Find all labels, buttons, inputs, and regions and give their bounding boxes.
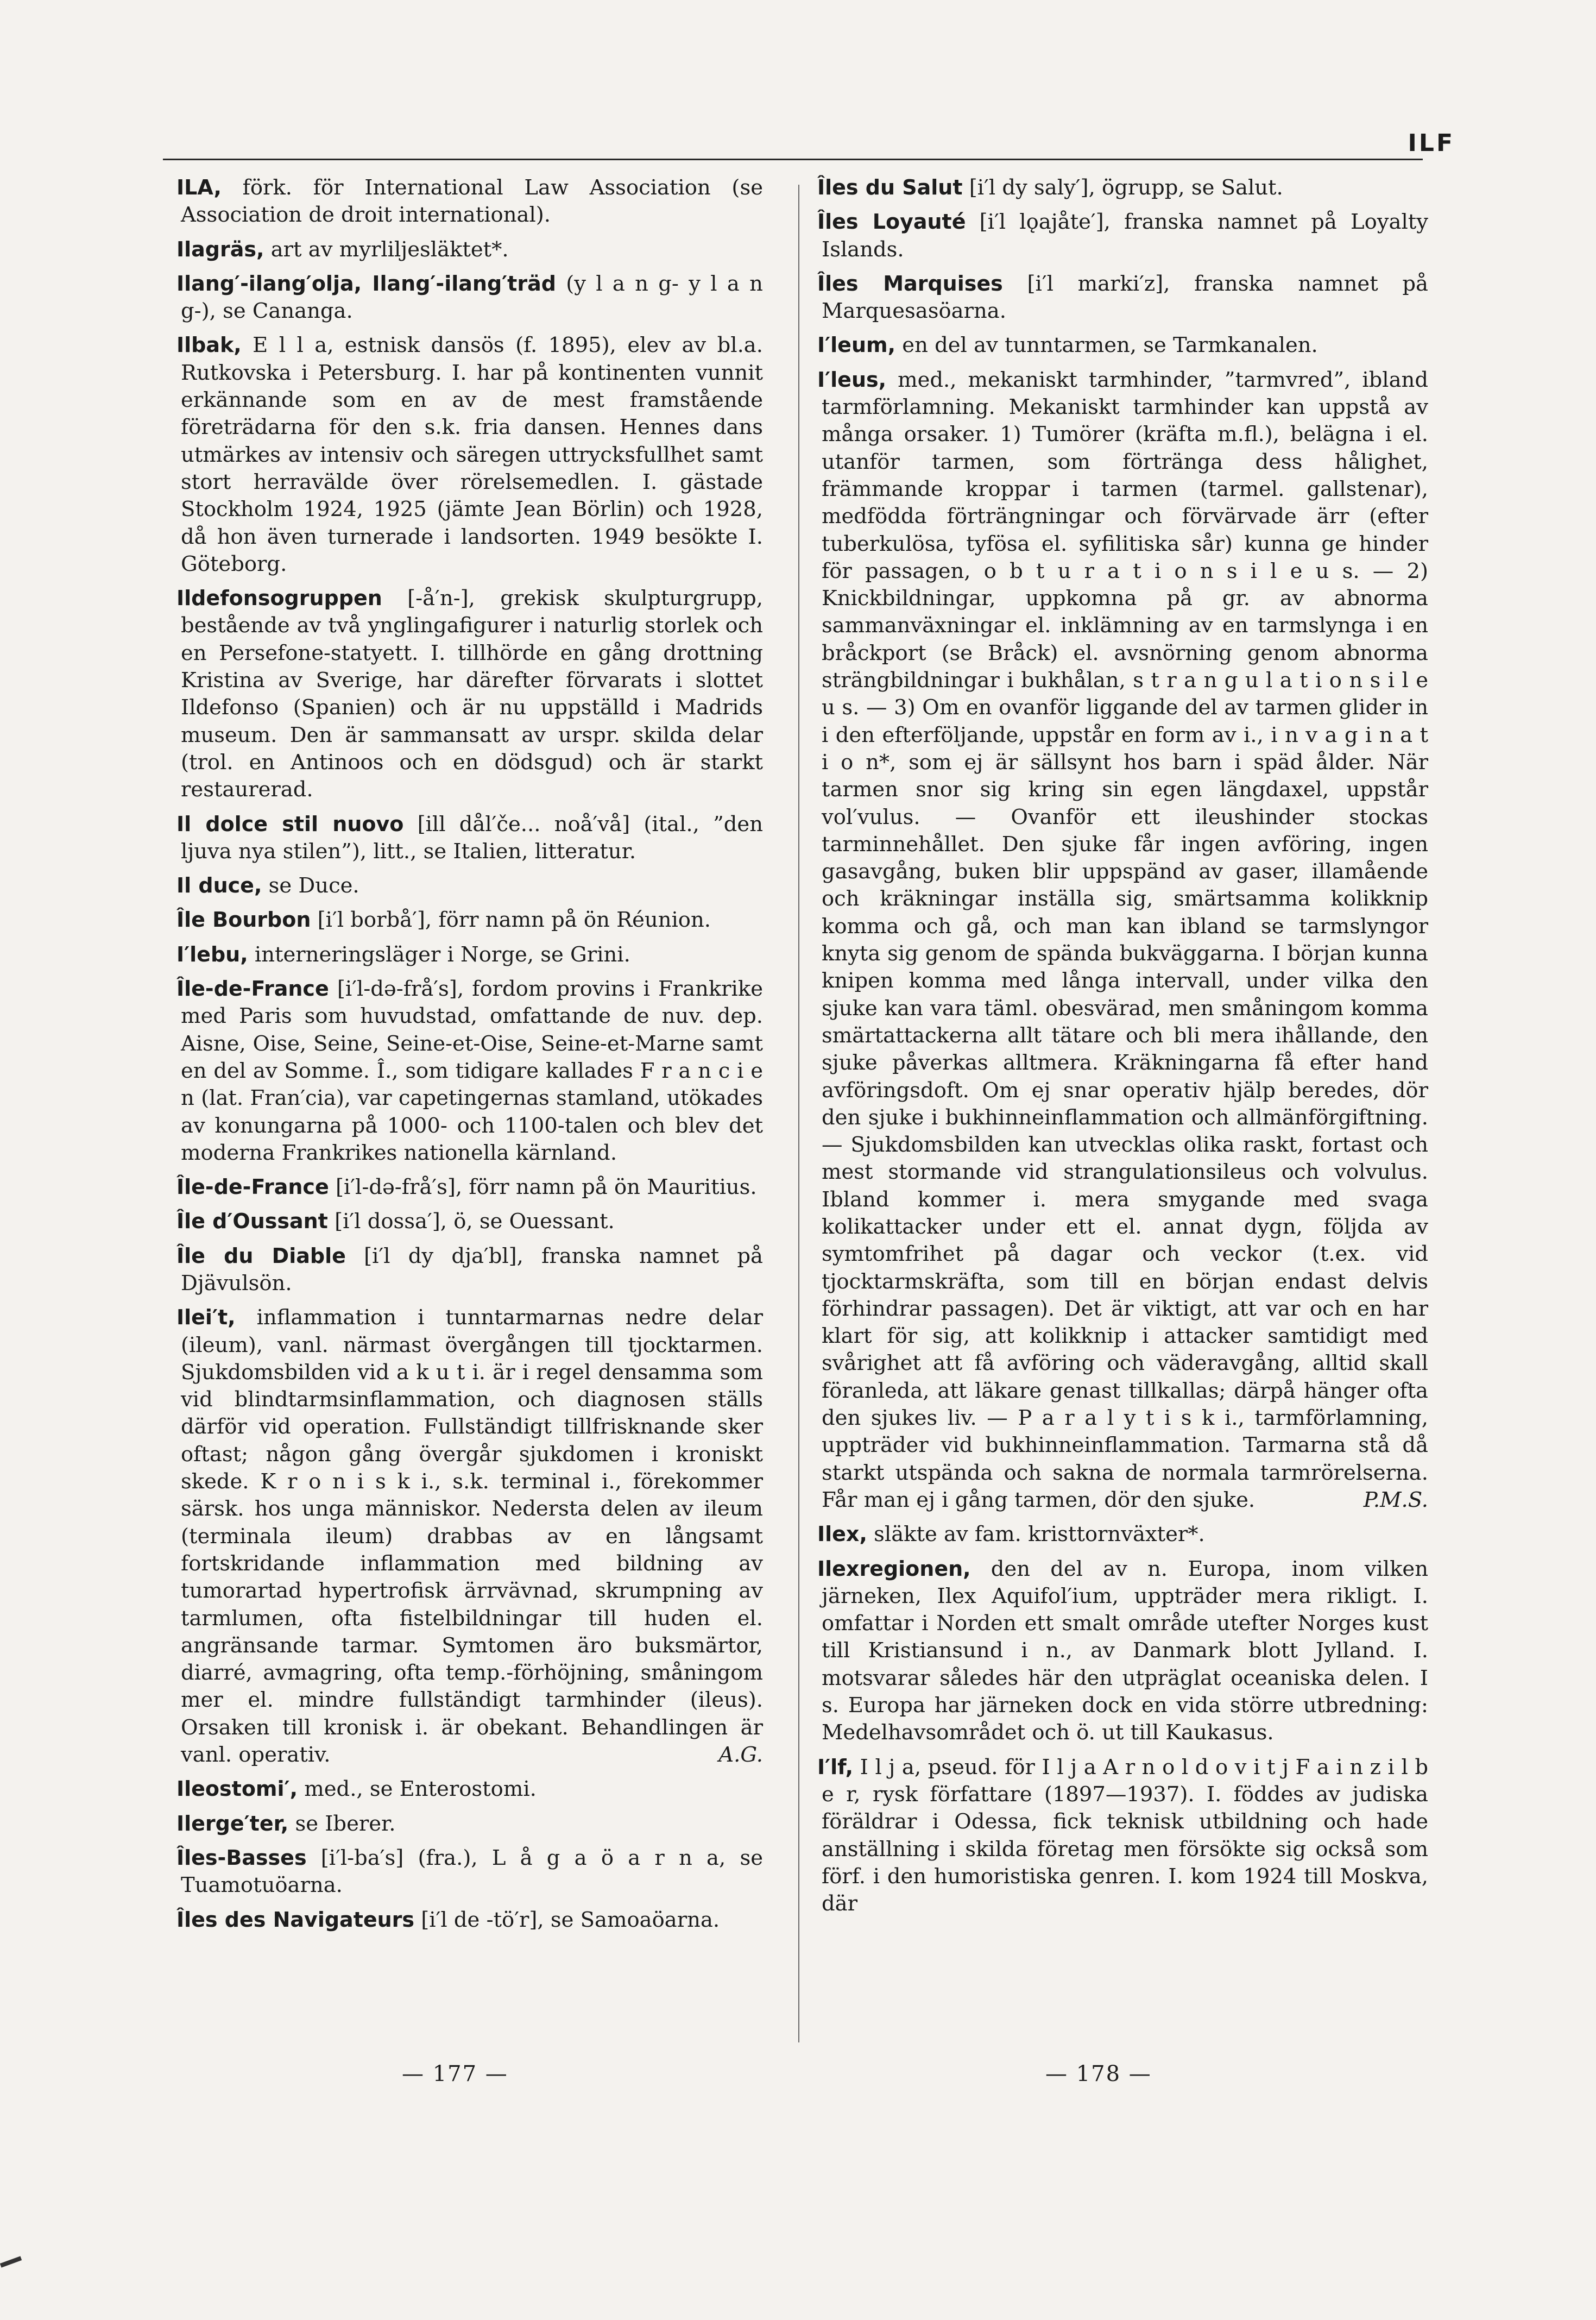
entry-headword: Ilexregionen, [817,1556,971,1581]
dictionary-entry [176,975,763,1167]
entry-headword: ILA, [176,175,222,199]
entry-text: [ill dål′če... noå′vå] (ital., ”den ljuva nya stilen”), litt., se Italien, litteratur. [181,812,763,864]
entry-text: [-å′n-], grekisk skulpturgrupp, bestående av två ynglingafigurer i naturlig storlek och en Persefone-statyett. I. tillhörde en gång drottning Kristina av Sverige, har därefter förvarats i slottet Ildefonso (Spanien) och är nu uppställd i Madrids museum. Den är sammansatt av urspr. skilda delar (trol. en Antinoos och en dödsgud) och är starkt restaurerad. [181,586,763,802]
entry-text: [i′l dy dja′bl], franska namnet på Djävulsön. [181,1243,764,1296]
dictionary-entry [176,1304,763,1769]
dictionary-entry [176,1844,763,1900]
entry-headword: Îles-Basses [176,1845,307,1870]
running-head: ILF [1408,129,1455,157]
page-number-left: — 177 — [402,2061,508,2086]
dictionary-entry [817,270,1428,325]
scan-mark [0,2256,22,2267]
dictionary-entry [176,1242,763,1298]
entry-text: [i′l-ba′s] (fra.), L å g a ö a r n a, se Tuamotuöarna. [181,1845,763,1898]
entry-text: inflammation i tunntarmarnas nedre delar (ileum), vanl. närmast övergången till tjocktarmen. Sjukdomsbilden vid a k u t i. är i regel densamma som vid blindtarmsinflammation, och diagnosen ställs därför vid operation. Fullständigt tillfrisknande sker oftast; någon gång övergår sjukdomen i kroniskt skede. K r o n i s k i., s.k. terminal i., förekommer särsk. hos unga människor. Nedersta delen av ileum (terminala ileum) drabbas av en långsamt fortskridande inflammation med bildning av tumorartad hypertrofisk ärrvävnad, skrumpning av tarmlumen, ofta fistelbildningar till huden el. angränsande tarmar. Symtomen äro buksmärtor, diarré, avmagring, ofta temp.-förhöjning, småningom mer el. mindre fullständigt tarmhinder (ileus). Orsaken till kronisk i. är obekant. Behandlingen är vanl. operativ. [181,1305,763,1768]
dictionary-entry [176,1775,763,1803]
entry-text: den del av n. Europa, inom vilken järneken, Ilex Aquifol′ium, uppträder mera rikligt. I. omfattar i Norden ett smalt område utefter Norges kust till Kristiansund i n., av Danmark blott Jylland. I. motsvarar således här den utpräglat oceaniska delen. I s. Europa har järneken dock en vida större utbredning: Medelhavsområdet och ö. ut till Kaukasus. [822,1556,1428,1745]
entry-headword: Il duce, [176,873,262,898]
entry-text: (y l a n g- y l a n g-), se Cananga. [181,271,763,324]
entry-headword: Îles Loyauté [817,210,966,234]
entry-text: med., mekaniskt tarmhinder, ”tarmvred”, ibland tarmförlamning. Mekaniskt tarmhinder kan uppstå av många orsaker. 1) Tumörer (kräfta m.fl.), belägna i el. utanför tarmen, som förtränga dess hålighet, främmande kroppar i tarmen (tarmel. gallstenar), medfödda förträngningar och förvärvade ärr (efter tuberkulösa, tyfösa el. syfilitiska sår) kunna ge hinder för passagen, o b t u r a t i o n s i l e u s. — 2) Knickbildningar, uppkomna på gr. av abnorma sammanväxningar el. inklämning av en tarmslynga i en bråckport (se Bråck) el. avsnörning genom abnorma strängbildningar i bukhålan, s t r a n g u l a t i o n s i l e u s. — 3) Om en ovanför liggande del av tarmen glider in i den efterföljande, uppstår en form av i., i n v a g i n a t i o n*, som ej är sällsynt hos barn i späd ålder. När tarmen snor sig kring sin egen längdaxel, uppstår vol′vulus. — Ovanför ett ileushinder stockas tarminnehållet. Den sjuke får ingen avföring, ingen gasavgång, buken blir uppspänd av gaser, illamående och kräkningar inställa sig, smärtsamma kolikknip komma och gå, och man kan ibland se tarmslyngor knyta sig genom de spända bukväggarna. I början kunna knipen komma med långa intervall, under vilka den sjuke kan vara täml. obesvärad, men småningom komma smärtattackerna allt tätare och bli mera ihållande, den sjuke påverkas alltmera. Kräkningarna få efter hand avföringsdoft. Om ej snar operativ hjälp beredes, dör den sjuke i bukhinneinflammation och allmänförgiftning. — Sjukdomsbilden kan utvecklas olika raskt, fortast och mest stormande vid strangulationsileus och volvulus. Ibland kommer i. mera smygande med svaga kolikattacker under ett el. annat dygn, följda av symtomfrihet på dagar och veckor (t.ex. vid tjocktarmskräfta, som till en början endast delvis förhindrar passagen). Det är viktigt, att var och en har klart för sig, att kolikknip i attacker samtidigt med svårighet att få avföring och väderavgång, alltid skall föranleda, att läkare genast tillkallas; därpå hänger ofta den sjukes liv. — P a r a l y t i s k i., tarmförlamning, uppträder vid bukhinneinflammation. Tarmarna stå då starkt utspända och sakna de normala tarmrörelserna. Får man ej i gång tarmen, dör den sjuke. [822,367,1428,1512]
entry-headword: Ileostomi′, [176,1777,298,1801]
entry-text: en del av tunntarmen, se Tarmkanalen. [895,333,1318,358]
author-signature: A.G. [718,1743,763,1768]
right-column [817,174,1428,1924]
entry-headword: Ilang′-ilang′olja, Ilang′-ilang′träd [176,271,556,295]
dictionary-entry [176,872,763,900]
entry-text: [i′l lǫajåte′], franska namnet på Loyalty Islands. [822,210,1428,262]
entry-headword: Île Bourbon [176,908,311,932]
entry-headword: Île du Diable [176,1243,346,1268]
dictionary-entry [176,584,763,803]
entry-headword: Île-de-France [176,1175,329,1199]
entry-headword: Ilagräs, [176,237,264,261]
entry-text: släkte av fam. kristtornväxter*. [867,1522,1205,1547]
entry-headword: Ilerge′ter, [176,1811,289,1835]
entry-headword: Ildefonsogruppen [176,586,382,611]
dictionary-entry [176,1173,763,1201]
dictionary-entry [176,236,763,263]
entry-headword: I′lf, [817,1755,854,1779]
entry-text: interneringsläger i Norge, se Grini. [248,942,630,967]
dictionary-entry [176,174,763,229]
dictionary-entry [817,1555,1428,1747]
dictionary-entry [176,331,763,578]
entry-headword: I′leus, [817,367,887,392]
entry-headword: Îles des Navigateurs [176,1907,415,1932]
dictionary-entry [176,1208,763,1235]
page-number-right: — 178 — [1045,2061,1152,2086]
entry-headword: I′lebu, [176,942,248,966]
dictionary-entry [817,331,1428,359]
dictionary-entry [817,208,1428,263]
entry-text: se Duce. [262,873,359,898]
entry-headword: Île-de-France [176,977,329,1001]
entry-headword: Île d′Oussant [176,1209,328,1234]
entry-headword: Îles Marquises [817,271,1003,295]
dictionary-entry [817,1753,1428,1918]
entry-text: [i′l-də-frå′s], fordom provins i Frankrike med Paris som huvudstad, omfattande de nuv. dep. Aisne, Oise, Seine, Seine-et-Oise, Seine-et-Marne samt en del av Somme. Î., som tidigare kallades F r a n c i e n (lat. Fran′cia), var capetingernas stamland, utökades av konungarna på 1000- och 1100-talen och blev det moderna Frankrikes nationella kärnland. [181,977,763,1165]
entry-text: förk. för International Law Association (se Association de droit international). [181,175,763,228]
entry-headword: I′leum, [817,333,896,357]
entry-headword: Ilex, [817,1522,867,1546]
dictionary-entry [176,1906,763,1934]
dictionary-entry [817,1520,1428,1548]
entry-text: E l l a, estnisk dansös (f. 1895), elev av bl.a. Rutkovska i Petersburg. I. har på kontinenten vunnit erkännande som en av de mest framstående företrädarna för den s.k. fria dansen. Hennes dans utmärkes av intensiv och säregen uttrycksfullhet samt stort herravälde över rörelsemedlen. I. gästade Stockholm 1924, 1925 (jämte Jean Börlin) och 1928, då hon även turnerade i landsorten. 1949 besökte I. Göteborg. [181,333,763,576]
entry-text: med., se Enterostomi. [298,1777,537,1802]
dictionary-entry [176,941,763,969]
entry-text: [i′l dy saly′], ögrupp, se Salut. [962,175,1283,200]
entry-text: [i′l-də-frå′s], förr namn på ön Mauritius. [329,1175,757,1200]
header-rule [163,159,1423,160]
left-column [176,174,763,1940]
entry-text: [i′l borbå′], förr namn på ön Réunion. [311,908,711,933]
entry-headword: Ilbak, [176,333,242,357]
author-signature: P.M.S. [1363,1487,1428,1512]
column-divider [798,185,799,2042]
entry-headword: Îles du Salut [817,175,963,199]
dictionary-entry [817,366,1428,1514]
entry-headword: Ilei′t, [176,1305,236,1330]
dictionary-entry [176,810,763,866]
dictionary-entry [817,174,1428,202]
entry-text: I l j a, pseud. för I l j a A r n o l d o v i t j F a i n z i l b e r, rysk författare (1897—1937). I. föddes av judiska föräldrar i Odessa, fick teknisk utbildning och hade anställning i skilda företag men försökte sig också som förf. i den humoristiska genren. I. kom 1924 till Moskva, där [822,1755,1428,1916]
dictionary-entry [176,1810,763,1838]
entry-text: se Iberer. [288,1811,396,1836]
dictionary-entry [176,906,763,934]
entry-text: [i′l dossa′], ö, se Ouessant. [327,1209,615,1234]
dictionary-entry [176,270,763,325]
entry-headword: Il dolce stil nuovo [176,812,404,836]
entry-text: [i′l de -tö′r], se Samoaöarna. [414,1907,720,1932]
entry-text: art av myrliljesläktet*. [264,237,509,262]
entry-text: [i′l marki′z], franska namnet på Marquesasöarna. [822,271,1428,324]
